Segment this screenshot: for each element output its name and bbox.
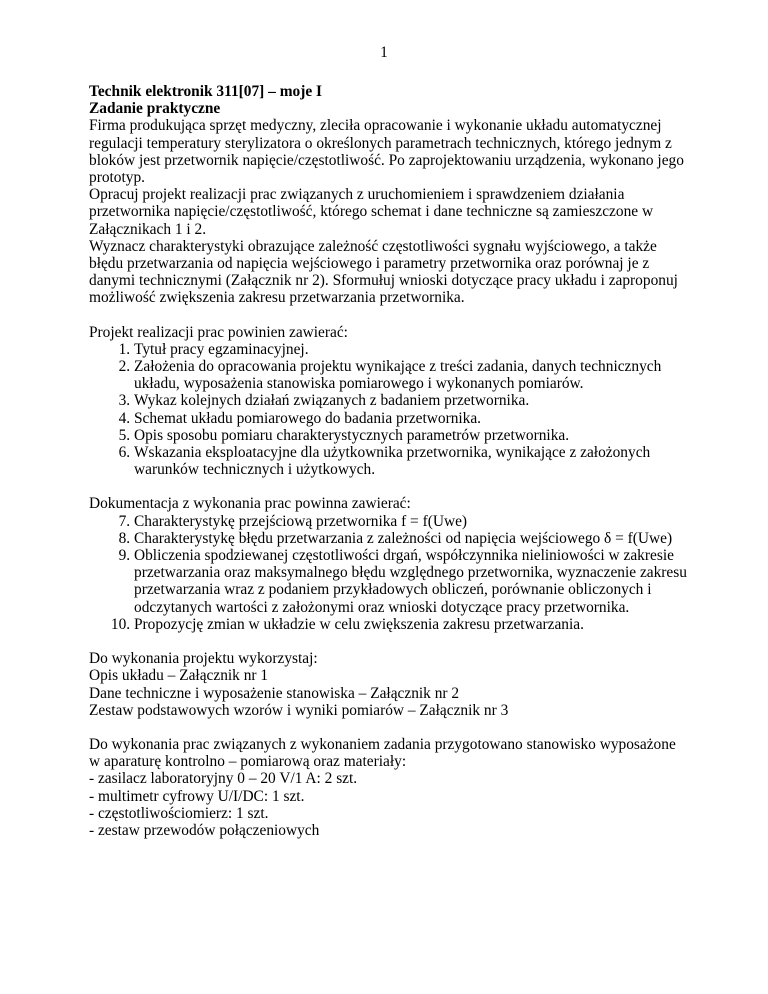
- resource-line: Opis układu – Załącznik nr 1: [89, 667, 269, 685]
- resource-line: Zestaw podstawowych wzorów i wyniki pomiarów – Załącznik nr 3: [89, 701, 509, 719]
- equipment-line: - multimetr cyfrowy U/I/DC: 1 szt.: [89, 787, 305, 805]
- intro-paragraph: Firma produkująca sprzęt medyczny, zleciła opracowanie i wykonanie układu automatycznej regulacji temperatury sterylizatora o określonych parametrach technicznych, którego jednym z bloków jest przetwornik napięcie/częstotliwość. Po zaprojektowaniu urządzenia, wykonano jego prototyp.: [89, 117, 684, 187]
- document-subtitle: Zadanie praktyczne: [89, 100, 221, 118]
- documentation-heading: Dokumentacja z wykonania prac powinna zawierać:: [89, 495, 411, 513]
- equipment-line: - zestaw przewodów połączeniowych: [89, 821, 320, 839]
- project-list: [89, 341, 689, 479]
- document-title: Technik elektronik 311[07] – moje I: [89, 83, 323, 100]
- intro-paragraph: Opracuj projekt realizacji prac związanych z uruchomieniem i sprawdzeniem działania przetwornika napięcie/częstotliwość, którego schemat i dane techniczne są zamieszczone w Załącznikach 1 i 2.: [89, 186, 654, 238]
- intro-paragraph: Wyznacz charakterystyki obrazujące zależność częstotliwości sygnału wyjściowego, a także błędu przetwarzania od napięcia wejściowego i parametry przetwornika oraz porównaj je z danymi technicznymi (Załącznik nr 2). Sformułuj wnioski dotyczące pracy układu i zaproponuj możliwość zwiększenia zakresu przetwarzania przetwornika.: [89, 237, 678, 307]
- project-heading: Projekt realizacji prac powinien zawierać:: [89, 323, 348, 341]
- resources-heading: Do wykonania projektu wykorzystaj:: [89, 650, 318, 668]
- list-item: 3. Wykaz kolejnych działań związanych z badaniem przetwornika.: [134, 392, 689, 409]
- document-body: [89, 83, 689, 839]
- list-item: 4. Schemat układu pomiarowego do badania przetwornika.: [134, 410, 689, 427]
- page-number: 1: [380, 44, 388, 61]
- list-item: 5. Opis sposobu pomiaru charakterystycznych parametrów przetwornika.: [134, 427, 689, 444]
- list-item: 9. Obliczenia spodziewanej częstotliwości drgań, współczynnika nieliniowości w zakresie przetwarzania oraz maksymalnego błędu względnego przetwornika, wyznaczenie zakresu przetwarzania wraz z podaniem przykładowych obliczeń, porównanie obliczonych i odczytanych wartości z założonymi oraz wnioski dotyczące pracy przetwornika.: [134, 547, 689, 616]
- equipment-line: - zasilacz laboratoryjny 0 – 20 V/1 A: 2 szt.: [89, 770, 358, 788]
- resource-line: Dane techniczne i wyposażenie stanowiska – Załącznik nr 2: [89, 684, 460, 702]
- list-item: 6. Wskazania eksploatacyjne dla użytkownika przetwornika, wynikające z założonych warunków technicznych i użytkowych.: [134, 444, 689, 478]
- list-item: 7. Charakterystykę przejściową przetwornika f = f(Uwe): [134, 513, 689, 530]
- list-item: 1. Tytuł pracy egzaminacyjnej.: [134, 341, 689, 358]
- list-item: 2. Założenia do opracowania projektu wynikające z treści zadania, danych technicznych układu, wyposażenia stanowiska pomiarowego i wykonanych pomiarów.: [134, 358, 689, 392]
- list-item: 10. Propozycję zmian w układzie w celu zwiększenia zakresu przetwarzania.: [134, 616, 689, 633]
- equipment-line: - częstotliwościomierz: 1 szt.: [89, 804, 269, 822]
- equipment-heading: Do wykonania prac związanych z wykonaniem zadania przygotowano stanowisko wyposażone w aparaturę kontrolno – pomiarową oraz materiały:: [89, 735, 676, 771]
- list-item: 8. Charakterystykę błędu przetwarzania z zależności od napięcia wejściowego δ = f(Uwe): [134, 530, 689, 547]
- documentation-list: [89, 513, 689, 633]
